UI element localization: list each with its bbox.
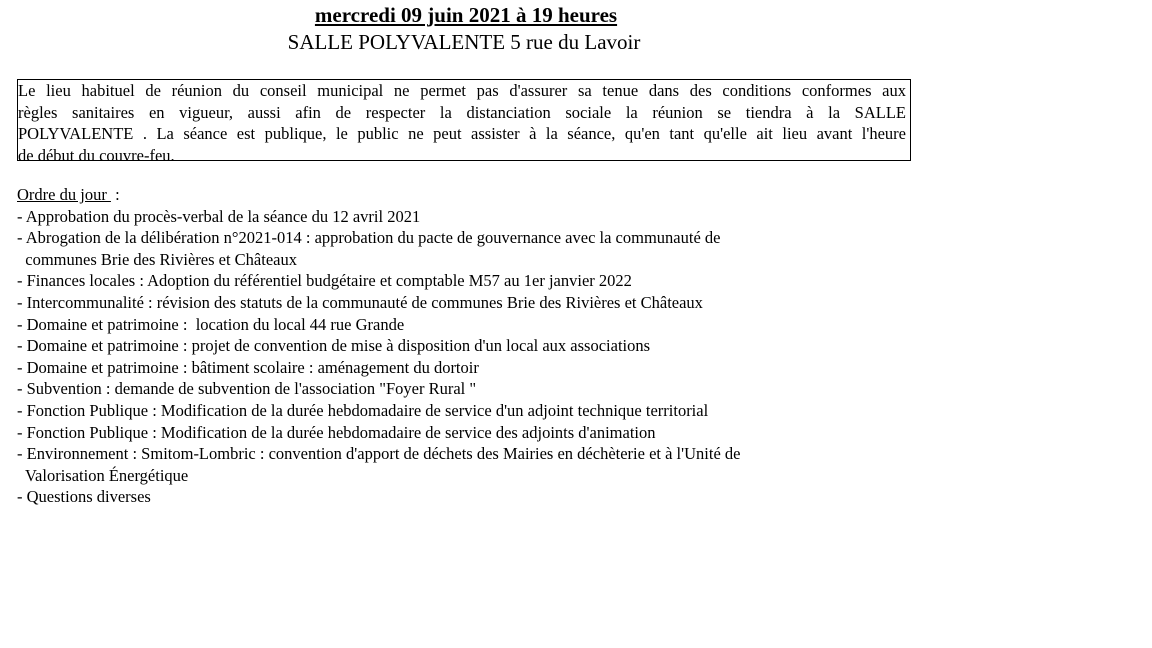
agenda-item: - Fonction Publique : Modification de la durée hebdomadaire de service d'un adjoint technique territorial [17, 400, 709, 420]
notice-line: de début du couvre-feu. [18, 145, 175, 165]
agenda-item: - Questions diverses [17, 487, 151, 507]
agenda-title-colon: : [110, 185, 120, 204]
meeting-date: mercredi 09 juin 2021 à 19 heures [314, 3, 618, 27]
agenda-item: - Abrogation de la délibération n°2021-014 : approbation du pacte de gouvernance avec la communauté de [17, 228, 721, 248]
notice-line: Le lieu habituel de réunion du conseil municipal ne permet pas d'assurer sa tenue dans des conditions conformes aux [18, 81, 906, 100]
agenda-item: - Environnement : Smitom-Lombric : convention d'apport de déchets des Mairies en déchèterie et à l'Unité de [17, 444, 741, 464]
notice-box [17, 79, 911, 165]
agenda-item: - Approbation du procès-verbal de la séance du 12 avril 2021 [17, 206, 421, 226]
agenda-title-text: Ordre du jour [17, 185, 111, 204]
meeting-location: SALLE POLYVALENTE 5 rue du Lavoir [287, 30, 641, 54]
agenda-item: - Domaine et patrimoine : location du local 44 rue Grande [17, 314, 405, 334]
notice-line: règles sanitaires en vigueur, aussi afin de respecter la distanciation sociale la réunion se tiendra à la SALLE [18, 102, 906, 122]
agenda-item: communes Brie des Rivières et Châteaux [17, 249, 297, 269]
agenda-item: - Domaine et patrimoine : bâtiment scolaire : aménagement du dortoir [17, 357, 479, 377]
agenda-item: - Domaine et patrimoine : projet de convention de mise à disposition d'un local aux associations [17, 336, 651, 356]
agenda-title [17, 184, 877, 206]
agenda-item: Valorisation Énergétique [17, 465, 189, 485]
agenda [17, 184, 877, 508]
agenda-item: - Intercommunalité : révision des statuts de la communauté de communes Brie des Rivières et Châteaux [17, 292, 703, 312]
agenda-item: - Finances locales : Adoption du référentiel budgétaire et comptable M57 au 1er janvier 2022 [17, 271, 632, 291]
agenda-item: - Fonction Publique : Modification de la durée hebdomadaire de service des adjoints d'animation [17, 422, 656, 442]
notice-line: POLYVALENTE . La séance est publique, le public ne peut assister à la séance, qu'en tant qu'elle ait lieu avant l'heure [18, 124, 906, 143]
agenda-item: - Subvention : demande de subvention de l'association "Foyer Rural " [17, 379, 477, 399]
